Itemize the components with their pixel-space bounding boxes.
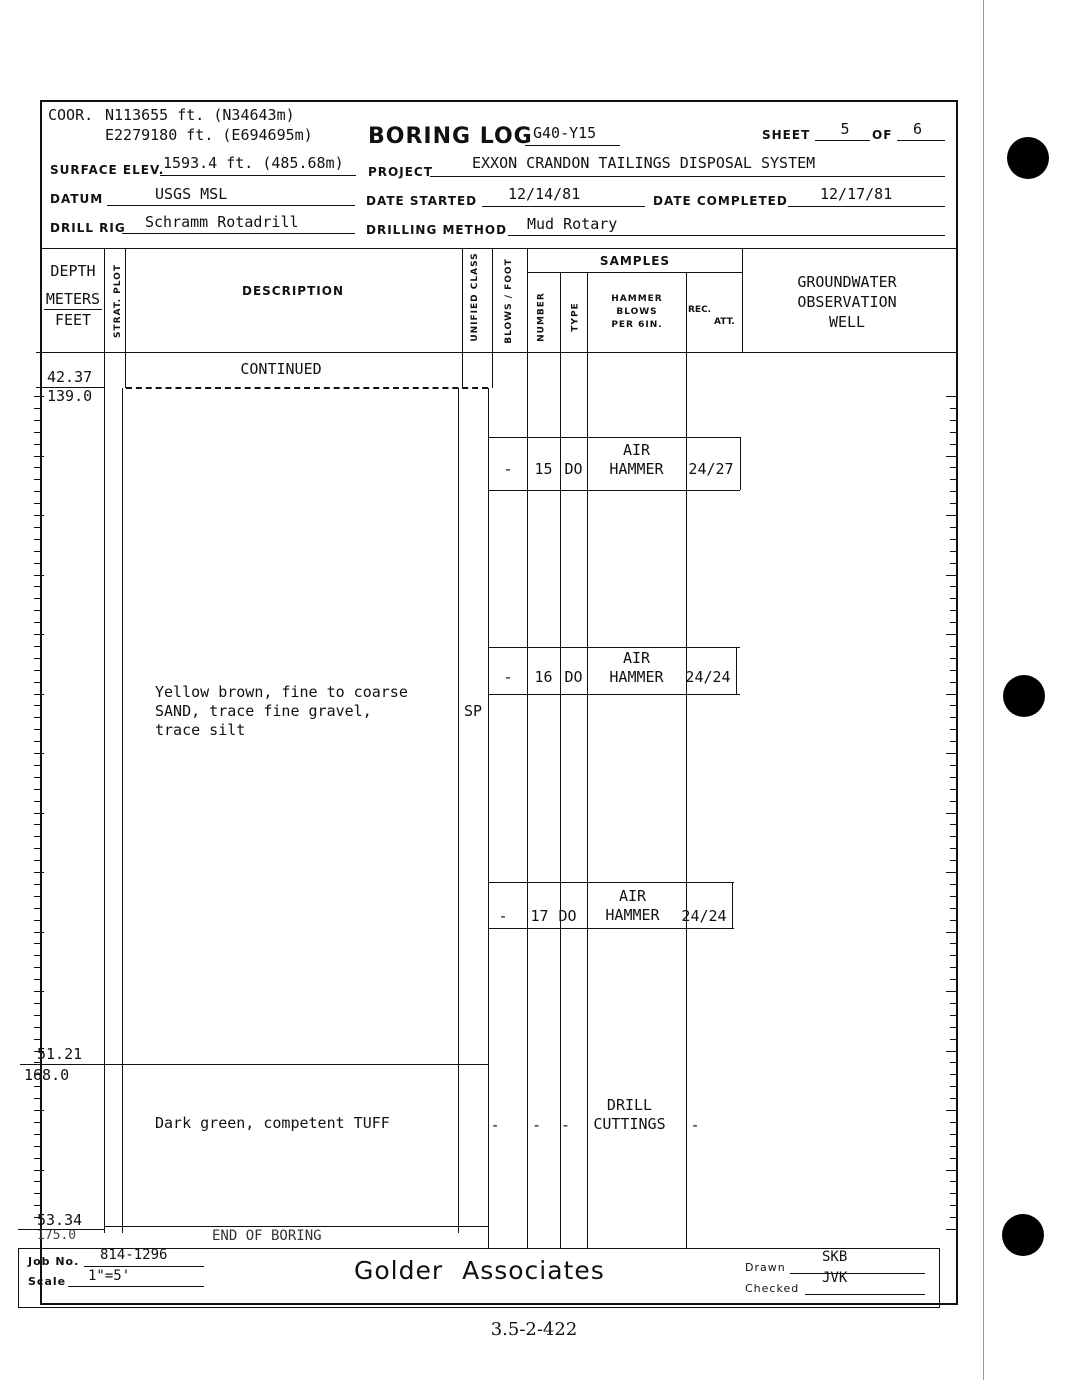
depth-tick: [34, 813, 44, 814]
depth-tick: [34, 848, 40, 849]
scale-tick: [950, 1158, 956, 1159]
depth-tick: [34, 610, 40, 611]
scale-tick: [946, 396, 956, 397]
depth-tick: [34, 563, 40, 564]
scale-tick: [950, 658, 956, 659]
stratum-line: trace silt: [155, 721, 246, 739]
scale-tick: [950, 527, 956, 528]
scale-tick: [950, 765, 956, 766]
depth-tick: [34, 824, 40, 825]
scale-tick: [950, 551, 956, 552]
col-type: TYPE: [570, 302, 581, 332]
col-gw-2: OBSERVATION: [797, 293, 897, 311]
col-hammer-3: PER 6IN.: [611, 320, 663, 330]
depth-tick: [34, 967, 40, 968]
depth-tick: [34, 408, 40, 409]
checked-by: JVK: [822, 1270, 848, 1282]
col-gw-3: WELL: [828, 313, 866, 331]
scale-tick: [950, 1098, 956, 1099]
scale-tick: [950, 1146, 956, 1147]
depth-tick: [34, 717, 40, 718]
scale-tick: [946, 872, 956, 873]
depth-tick: [34, 634, 44, 635]
depth-tick: [34, 753, 44, 754]
depth-tick: [34, 432, 40, 433]
depth-tick: [34, 1205, 40, 1206]
scale-tick: [950, 777, 956, 778]
scale-tick: [946, 456, 956, 457]
scale-tick: [946, 515, 956, 516]
sample-rec: 24/27: [688, 460, 734, 478]
drawn-label: Drawn: [745, 1261, 786, 1274]
scale-tick: [950, 408, 956, 409]
job-label: Job No.: [28, 1255, 80, 1268]
sample-hammer-line: AIR: [622, 649, 651, 667]
scale: 1"=5': [88, 1268, 131, 1284]
col-description: DESCRIPTION: [241, 284, 344, 298]
sample-number: 17: [530, 907, 549, 925]
sample-hammer-line: HAMMER: [605, 906, 660, 924]
depth-tick: [34, 670, 40, 671]
scale-tick: [950, 467, 956, 468]
page-number: 3.5-2-422: [490, 1319, 578, 1340]
scale-tick: [950, 1134, 956, 1135]
depth-mid-m: 51.21: [37, 1045, 83, 1063]
sample-type: DO: [558, 907, 577, 925]
depth-mid-ft: 168.0: [24, 1066, 70, 1084]
surface-elev-label: SURFACE ELEV.: [50, 163, 165, 177]
depth-bot-ft: 175.0: [37, 1228, 77, 1243]
depth-tick: [34, 884, 40, 885]
depth-top-ft: 139.0: [47, 387, 93, 405]
scale-tick: [950, 860, 956, 861]
scale-tick: [946, 1170, 956, 1171]
sample-number: 16: [534, 668, 553, 686]
sample-blows: -: [503, 460, 513, 478]
binder-hole: [1003, 675, 1045, 717]
depth-tick: [34, 896, 40, 897]
scale-tick: [950, 896, 956, 897]
sheet-total: 6: [912, 120, 923, 138]
coor-north: N113655 ft. (N34643m): [105, 106, 295, 124]
scale-tick: [950, 920, 956, 921]
depth-tick: [34, 1110, 44, 1111]
depth-tick: [34, 420, 40, 421]
scale-tick: [950, 1217, 956, 1218]
sample-type: DO: [564, 668, 583, 686]
depth-tick: [34, 396, 44, 397]
depth-tick: [34, 872, 44, 873]
depth-tick: [34, 705, 40, 706]
of-label: OF: [872, 128, 893, 142]
depth-tick: [34, 456, 44, 457]
drill-rig: Schramm Rotadrill: [145, 213, 299, 231]
datum-label: DATUM: [50, 192, 104, 206]
col-att: ATT.: [714, 317, 735, 327]
scale-tick: [946, 1051, 956, 1052]
scale-tick: [950, 789, 956, 790]
scale-tick: [950, 682, 956, 683]
col-hammer-1: HAMMER: [611, 294, 663, 304]
sample-hammer: [587, 649, 686, 687]
col-depth: DEPTH: [50, 262, 96, 280]
depth-tick: [34, 979, 40, 980]
depth-tick: [34, 1181, 40, 1182]
scale-tick: [950, 1122, 956, 1123]
depth-tick: [34, 943, 40, 944]
scale-tick: [950, 717, 956, 718]
binder-hole: [1002, 1214, 1044, 1256]
depth-tick: [34, 1015, 40, 1016]
surface-elev: 1593.4 ft. (485.68m): [163, 154, 344, 172]
depth-top-m: 42.37: [47, 368, 93, 386]
depth-tick: [34, 765, 40, 766]
scale-tick: [950, 420, 956, 421]
depth-tick: [34, 1039, 40, 1040]
stratum-description: Dark green, competent TUFF: [155, 1114, 390, 1132]
strata-boundary-dashed: [126, 387, 488, 389]
depth-tick: [34, 539, 40, 540]
sheet-number: 5: [840, 120, 850, 138]
depth-tick: [34, 1170, 44, 1171]
depth-tick: [34, 551, 40, 552]
scale-tick: [946, 932, 956, 933]
datum: USGS MSL: [155, 185, 228, 203]
col-samples: SAMPLES: [599, 254, 671, 268]
sample-type: DO: [564, 460, 583, 478]
depth-tick: [34, 741, 40, 742]
stratum-line: Yellow brown, fine to coarse: [155, 683, 408, 701]
sample-hammer: [583, 887, 682, 925]
depth-tick: [34, 527, 40, 528]
drawn-by: SKB: [822, 1249, 848, 1265]
sample-type: -: [560, 1116, 571, 1134]
scale-tick: [950, 1015, 956, 1016]
end-of-boring: END OF BORING: [212, 1228, 322, 1242]
project-label: PROJECT: [368, 165, 433, 179]
depth-tick: [34, 1098, 40, 1099]
sample-rec: 24/24: [681, 907, 727, 925]
scale-tick: [950, 1181, 956, 1182]
scale-tick: [950, 1074, 956, 1075]
continued-label: CONTINUED: [240, 360, 322, 378]
scale-tick: [946, 694, 956, 695]
sample-blows: -: [490, 1116, 500, 1134]
sample-rec: -: [690, 1116, 700, 1134]
checked-label: Checked: [745, 1282, 800, 1295]
scale-tick: [946, 1110, 956, 1111]
sample-hammer-line: CUTTINGS: [593, 1115, 666, 1133]
depth-tick: [34, 836, 40, 837]
drilling-method-label: DRILLING METHOD: [366, 223, 508, 237]
drilling-method: Mud Rotary: [527, 215, 618, 233]
col-strat-plot: STRAT. PLOT: [113, 264, 123, 338]
scale-tick: [950, 729, 956, 730]
depth-tick: [34, 575, 44, 576]
sample-hammer: [580, 1096, 679, 1134]
date-started-label: DATE STARTED: [366, 194, 478, 208]
depth-tick: [34, 801, 40, 802]
depth-tick: [34, 479, 40, 480]
scale-tick: [950, 836, 956, 837]
sample-hammer-line: AIR: [622, 441, 651, 459]
scale-tick: [946, 991, 956, 992]
scale-tick: [950, 479, 956, 480]
depth-bot-m: 53.34: [37, 1211, 83, 1229]
sample-blows: -: [498, 907, 508, 925]
sample-hammer-line: HAMMER: [609, 668, 664, 686]
scale-tick: [950, 563, 956, 564]
sample-hammer-line: HAMMER: [609, 460, 664, 478]
depth-tick: [34, 1003, 40, 1004]
depth-tick: [34, 1146, 40, 1147]
unified-class: SP: [463, 702, 483, 720]
depth-tick: [34, 1027, 40, 1028]
scale-tick: [950, 848, 956, 849]
depth-tick: [34, 1193, 40, 1194]
scale-tick: [950, 622, 956, 623]
scale-tick: [950, 967, 956, 968]
depth-tick: [34, 777, 40, 778]
depth-tick: [34, 932, 44, 933]
sample-hammer-line: AIR: [618, 887, 647, 905]
scale-tick: [950, 1027, 956, 1028]
drill-rig-label: DRILL RIG: [50, 221, 126, 235]
depth-tick: [34, 444, 40, 445]
scale-tick: [950, 1003, 956, 1004]
scale-tick: [950, 884, 956, 885]
depth-tick: [34, 515, 44, 516]
col-meters: METERS: [45, 290, 101, 308]
depth-tick: [34, 658, 40, 659]
depth-tick: [34, 789, 40, 790]
sample-number: 15: [534, 460, 553, 478]
job-number: 814-1296: [100, 1247, 168, 1263]
depth-tick: [34, 860, 40, 861]
date-started: 12/14/81: [508, 185, 581, 203]
scale-tick: [946, 634, 956, 635]
date-completed: 12/17/81: [820, 185, 893, 203]
scale-tick: [950, 586, 956, 587]
depth-tick: [34, 1122, 40, 1123]
scale-tick: [950, 539, 956, 540]
scale-tick: [950, 908, 956, 909]
depth-tick: [34, 682, 40, 683]
scale-tick: [950, 1205, 956, 1206]
depth-tick: [34, 991, 44, 992]
scale-tick: [950, 1086, 956, 1087]
page-title: BORING LOG: [368, 124, 533, 149]
sheet-label: SHEET: [762, 128, 811, 142]
scale-tick: [950, 705, 956, 706]
project: EXXON CRANDON TAILINGS DISPOSAL SYSTEM: [472, 154, 816, 172]
scale-tick: [946, 813, 956, 814]
scale-tick: [950, 741, 956, 742]
scale-tick: [950, 432, 956, 433]
scale-tick: [946, 1229, 956, 1230]
scale-tick: [950, 1039, 956, 1040]
scale-tick: [950, 824, 956, 825]
col-hammer-2: BLOWS: [616, 307, 658, 317]
col-gw-1: GROUNDWATER: [797, 273, 897, 291]
scale-tick: [950, 503, 956, 504]
col-rec: REC.: [688, 305, 712, 315]
depth-tick: [34, 598, 40, 599]
depth-tick: [34, 622, 40, 623]
sample-rec: 24/24: [685, 668, 731, 686]
scale-tick: [950, 444, 956, 445]
stratum-line: SAND, trace fine gravel,: [155, 702, 372, 720]
depth-tick: [34, 646, 40, 647]
depth-tick: [34, 586, 40, 587]
coor-label: COOR.: [48, 106, 94, 124]
sample-hammer-line: DRILL: [606, 1096, 653, 1114]
depth-tick: [34, 729, 40, 730]
coor-east: E2279180 ft. (E694695m): [105, 126, 313, 144]
scale-label: Scale: [28, 1275, 67, 1288]
col-number: NUMBER: [536, 292, 547, 342]
stratum-description: [155, 683, 408, 740]
depth-tick: [34, 1158, 40, 1159]
scale-tick: [950, 670, 956, 671]
depth-tick: [34, 467, 40, 468]
scale-tick: [950, 979, 956, 980]
sample-hammer: [587, 441, 686, 479]
scale-tick: [950, 646, 956, 647]
company-name: Golder Associates: [354, 1256, 605, 1285]
scale-tick: [950, 955, 956, 956]
scale-tick: [946, 753, 956, 754]
scale-tick: [950, 491, 956, 492]
depth-tick: [34, 694, 44, 695]
page-edge: [983, 0, 984, 1380]
depth-tick: [34, 1134, 40, 1135]
scale-tick: [950, 610, 956, 611]
scale-tick: [950, 1193, 956, 1194]
sample-blows: -: [503, 668, 513, 686]
depth-tick: [34, 955, 40, 956]
scale-tick: [950, 1062, 956, 1063]
depth-tick: [34, 920, 40, 921]
scale-tick: [950, 598, 956, 599]
col-feet: FEET: [54, 311, 92, 329]
scale-tick: [950, 943, 956, 944]
depth-tick: [34, 908, 40, 909]
scale-tick: [950, 801, 956, 802]
scale-tick: [946, 575, 956, 576]
sample-number: -: [531, 1116, 542, 1134]
boring-id: G40-Y15: [533, 124, 597, 142]
col-blows-foot: BLOWS / FOOT: [504, 258, 514, 344]
depth-tick: [34, 491, 40, 492]
depth-tick: [34, 1086, 40, 1087]
binder-hole: [1007, 137, 1049, 179]
depth-tick: [34, 503, 40, 504]
col-unified-class: UNIFIED CLASS: [470, 252, 480, 342]
date-completed-label: DATE COMPLETED: [653, 194, 788, 208]
